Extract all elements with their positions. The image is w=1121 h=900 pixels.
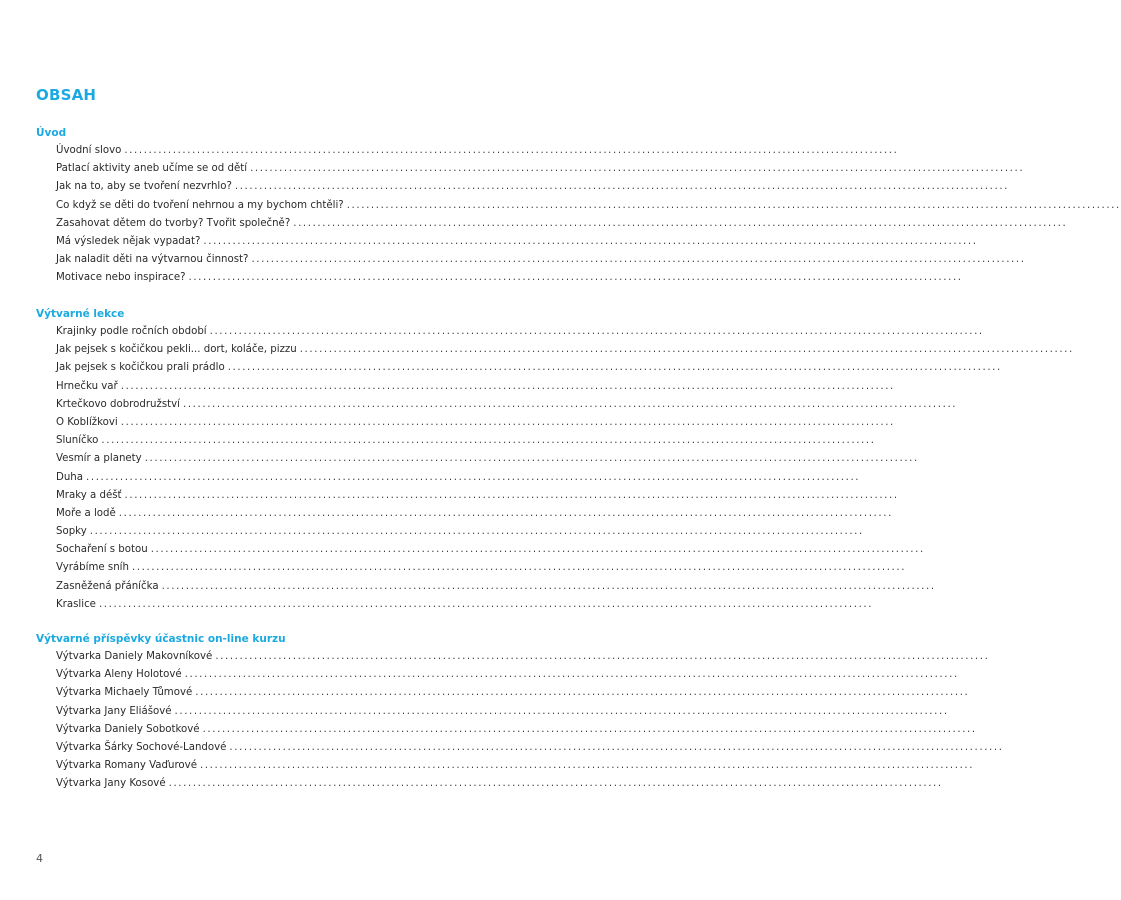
toc-entry-label: Výtvarka Daniely Sobotkové [56, 723, 200, 735]
toc-entry[interactable] [36, 215, 1068, 233]
toc-entry-label: Motivace nebo inspirace? [56, 272, 186, 284]
toc-entry[interactable] [36, 666, 959, 684]
toc-entry-label: O Koblížkovi [56, 416, 118, 428]
toc-entry[interactable] [36, 721, 977, 739]
section-heading: Úvod [36, 127, 67, 139]
toc-entry-label: Úvodní slovo [56, 145, 122, 156]
toc-entry-label: Výtvarka Jany Eliášové [56, 705, 172, 717]
dot-leader: ................................................................................................................................................................ [227, 362, 1002, 374]
toc-entry-label: Patlací aktivity aneb učíme se od dětí [56, 163, 248, 175]
toc-entry[interactable] [36, 469, 861, 487]
dot-leader: ................................................................................................................................................................ [250, 163, 1025, 175]
toc-entry[interactable] [36, 739, 1004, 757]
toc-entry-label: Vyrábíme sníh [56, 562, 129, 574]
dot-leader: ................................................................................................................................................................ [195, 687, 970, 699]
toc-entry-label: Zasahovat dětem do tvorby? Tvořit společně? [56, 217, 291, 229]
toc-entry-label: Jak na to, aby se tvoření nezvrhlo? [56, 181, 232, 193]
dot-leader: ................................................................................................................................................................ [209, 326, 984, 337]
toc-entry[interactable] [36, 703, 949, 721]
toc-entry[interactable] [36, 197, 1121, 215]
dot-leader: ................................................................................................................................................................ [203, 235, 978, 247]
dot-leader: ................................................................................................................................................................ [101, 435, 876, 447]
section-heading: Výtvarné příspěvky účastnic on-line kurzu [36, 633, 286, 645]
toc-entry-list [36, 142, 1121, 288]
toc-entry-label: Výtvarka Daniely Makovníkové [56, 651, 213, 662]
toc-entry[interactable] [36, 432, 876, 450]
toc-entry[interactable] [36, 559, 907, 577]
toc-entry[interactable] [36, 396, 958, 414]
page-number: 4 [36, 852, 43, 865]
toc-entry[interactable] [36, 505, 893, 523]
toc-entry-label: Kraslice [56, 598, 96, 610]
toc-entry[interactable] [36, 757, 975, 775]
dot-leader: ................................................................................................................................................................ [215, 651, 990, 662]
dot-leader: ................................................................................................................................................................ [118, 507, 893, 519]
dot-leader: ................................................................................................................................................................ [202, 723, 977, 735]
dot-leader: ................................................................................................................................................................ [174, 705, 949, 717]
toc-entry[interactable] [36, 142, 899, 160]
toc-section-uvod [36, 124, 1121, 288]
dot-leader: ................................................................................................................................................................ [183, 398, 958, 410]
dot-leader: ................................................................................................................................................................ [98, 598, 874, 610]
toc-entry[interactable] [36, 775, 943, 793]
dot-leader: ................................................................................................................................................................ [86, 471, 861, 483]
toc-entry[interactable] [36, 269, 963, 287]
dot-leader: ................................................................................................................................................................ [299, 344, 1074, 356]
toc-entry-label: Duha [56, 471, 84, 483]
toc-entry[interactable] [36, 359, 1002, 377]
dot-leader: ................................................................................................................................................................ [89, 526, 864, 538]
toc-entry[interactable] [36, 160, 1025, 178]
dot-leader: ................................................................................................................................................................ [229, 741, 1004, 753]
toc-entry-label: Zasněžená přáníčka [56, 580, 159, 592]
toc-entry-label: Výtvarka Šárky Sochové-Landové [56, 741, 227, 753]
dot-leader: ................................................................................................................................................................ [251, 254, 1026, 266]
toc-entry[interactable] [36, 251, 1026, 269]
toc-entry-label: Výtvarka Aleny Holotové [56, 669, 182, 681]
dot-leader: ................................................................................................................................................................ [124, 145, 899, 156]
toc-entry[interactable] [36, 323, 984, 341]
dot-leader: ................................................................................................................................................................ [184, 669, 959, 681]
dot-leader: ................................................................................................................................................................ [120, 380, 895, 392]
toc-entry-label: Moře a lodě [56, 507, 116, 519]
toc-entry-label: Vesmír a planety [56, 453, 142, 465]
dot-leader: ................................................................................................................................................................ [168, 778, 943, 790]
toc-entry-label: Výtvarka Romany Vaďurové [56, 760, 197, 772]
toc-entry-label: Mraky a déšť [56, 489, 122, 501]
dot-leader: ................................................................................................................................................................ [293, 217, 1068, 229]
toc-entry[interactable] [36, 541, 925, 559]
toc-entry[interactable] [36, 178, 1010, 196]
toc-entry[interactable] [36, 341, 1074, 359]
toc-entry-label: Sopky [56, 526, 87, 538]
toc-entry-list [36, 323, 1074, 614]
toc-entry[interactable] [36, 450, 919, 468]
page-title: OBSAH [36, 86, 97, 104]
toc-entry-label: Jak pejsek s kočičkou prali prádlo [56, 362, 225, 374]
toc-entry[interactable] [36, 596, 874, 614]
toc-entry-label: Krtečkovo dobrodružství [56, 398, 180, 410]
toc-entry-label: Sluníčko [56, 435, 99, 447]
dot-leader: ................................................................................................................................................................ [234, 181, 1010, 193]
toc-entry-label: Má výsledek nějak vypadat? [56, 235, 201, 247]
dot-leader: ................................................................................................................................................................ [144, 453, 919, 465]
toc-entry-label: Sochaření s botou [56, 544, 148, 556]
dot-leader: ................................................................................................................................................................ [161, 580, 936, 592]
toc-entry-label: Výtvarka Jany Kosové [56, 778, 166, 790]
toc-entry[interactable] [36, 233, 978, 251]
dot-leader: ................................................................................................................................................................ [188, 272, 963, 284]
toc-entry-label: Jak naladit děti na výtvarnou činnost? [56, 254, 249, 266]
toc-entry-label: Jak pejsek s kočičkou pekli... dort, koláče, pizzu [56, 344, 297, 356]
section-heading: Výtvarné lekce [36, 308, 125, 320]
toc-entry-label: Hrnečku vař [56, 380, 118, 392]
toc-entry[interactable] [36, 578, 936, 596]
toc-entry-label: Výtvarka Michaely Tůmové [56, 687, 193, 699]
dot-leader: ................................................................................................................................................................ [120, 416, 895, 428]
toc-entry-label: Co když se děti do tvoření nehrnou a my bychom chtěli? [56, 199, 344, 211]
toc-entry[interactable] [36, 378, 895, 396]
toc-entry-list [36, 648, 1004, 794]
dot-leader: ................................................................................................................................................................ [131, 562, 907, 574]
dot-leader: ................................................................................................................................................................ [346, 199, 1121, 211]
toc-entry-label: Krajinky podle ročních období [56, 326, 207, 337]
toc-entry[interactable] [36, 523, 864, 541]
toc-section-vytvarne-lekce [36, 305, 1074, 614]
toc-entry[interactable] [36, 648, 990, 666]
toc-section-prispevky [36, 630, 1004, 794]
dot-leader: ................................................................................................................................................................ [124, 489, 899, 501]
dot-leader: ................................................................................................................................................................ [199, 760, 975, 772]
toc-entry[interactable] [36, 414, 895, 432]
dot-leader: ................................................................................................................................................................ [150, 544, 925, 556]
toc-entry[interactable] [36, 487, 899, 505]
toc-entry[interactable] [36, 684, 970, 702]
